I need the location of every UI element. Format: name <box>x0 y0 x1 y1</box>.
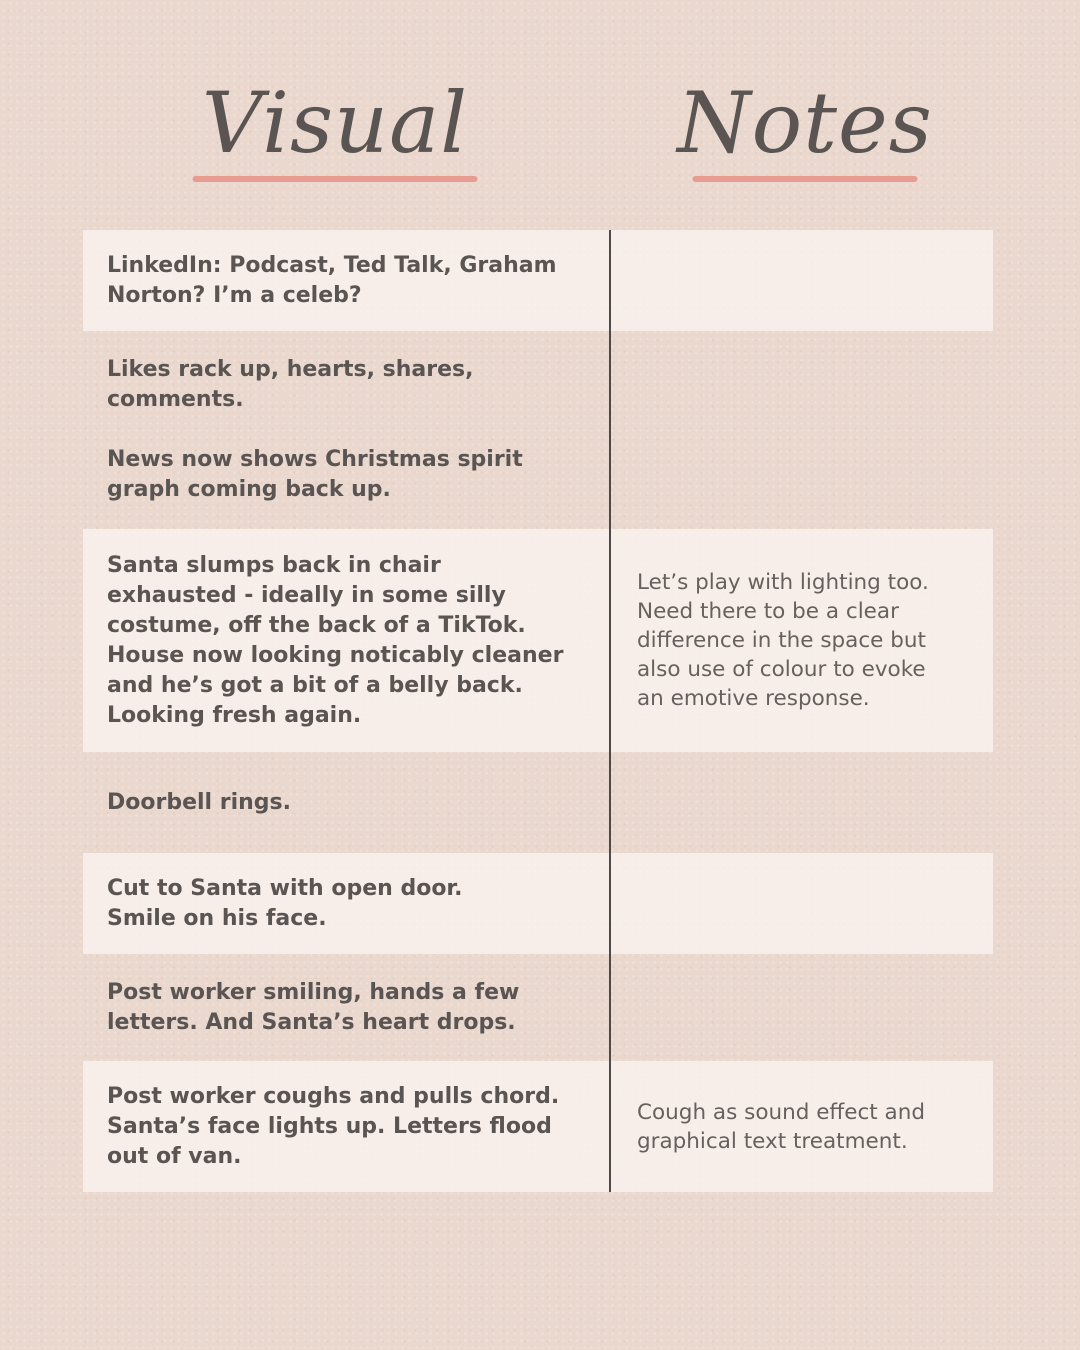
script-table <box>83 230 993 1192</box>
visual-text: Santa slumps back in chair exhausted - ideally in some silly costume, off the back of a TikTok. House now looking noticably cleaner and he’s got a bit of a belly back. Looking fresh again. <box>107 552 564 728</box>
notes-text: Let’s play with lighting too. Need there to be a clear difference in the space but also use of colour to evoke an emotive response. <box>637 570 929 711</box>
notes-text: Cough as sound effect and graphical text treatment. <box>637 1099 926 1154</box>
visual-cell <box>83 1061 611 1192</box>
notes-heading-text: Notes <box>677 74 933 172</box>
column-divider <box>609 230 611 1192</box>
notes-cell <box>611 331 993 529</box>
notes-cell <box>611 529 993 752</box>
visual-cell <box>83 954 611 1061</box>
table-row <box>83 752 993 853</box>
table-row <box>83 954 993 1061</box>
visual-text: Post worker coughs and pulls chord. Santa’s face lights up. Letters flood out of van. <box>107 1083 560 1169</box>
table-row <box>83 529 993 752</box>
visual-heading-underline <box>193 176 478 182</box>
visual-cell <box>83 529 611 752</box>
visual-cell <box>83 853 611 954</box>
notes-cell <box>611 954 993 1061</box>
table-row <box>83 230 993 331</box>
notes-cell <box>611 752 993 853</box>
notes-heading-underline <box>693 176 918 182</box>
visual-column-heading <box>170 68 500 193</box>
visual-cell <box>83 331 611 529</box>
table-row <box>83 1061 993 1192</box>
visual-text: Likes rack up, hearts, shares, comments. News now shows Christmas spirit graph coming back up. <box>107 357 523 502</box>
visual-cell <box>83 752 611 853</box>
notes-cell <box>611 230 993 331</box>
notes-column-heading <box>665 68 945 193</box>
visual-text: Post worker smiling, hands a few letters. And Santa’s heart drops. <box>107 979 520 1035</box>
visual-text: Doorbell rings. <box>107 789 292 815</box>
table-row <box>83 331 993 529</box>
visual-cell <box>83 230 611 331</box>
table-row <box>83 853 993 954</box>
visual-text: LinkedIn: Podcast, Ted Talk, Graham Norton? I’m a celeb? <box>107 252 557 308</box>
visual-heading-text: Visual <box>201 74 469 172</box>
visual-text: Cut to Santa with open door. Smile on his face. <box>107 875 463 931</box>
notes-cell <box>611 1061 993 1192</box>
notes-cell <box>611 853 993 954</box>
